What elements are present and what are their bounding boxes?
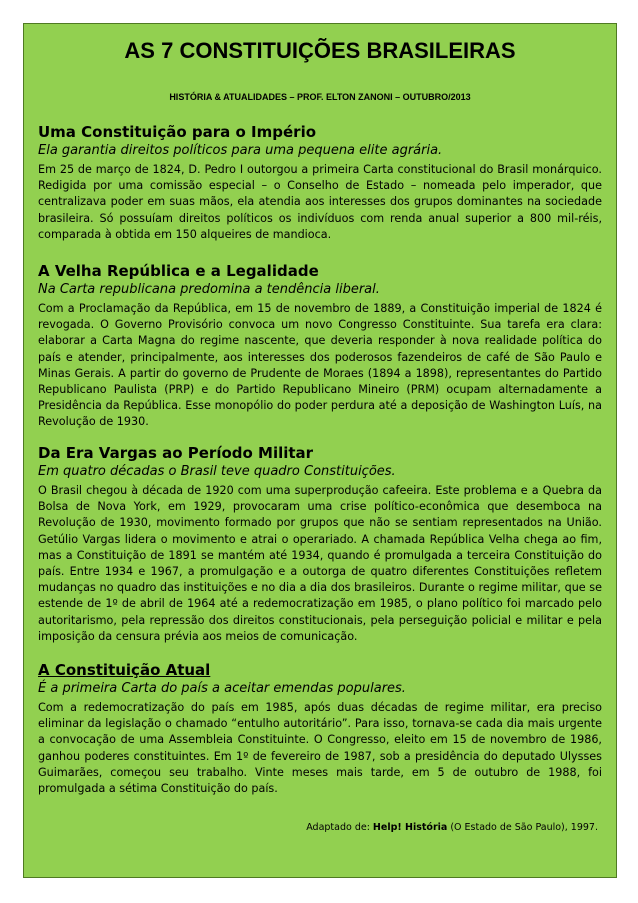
document-subtitle: HISTÓRIA & ATUALIDADES – PROF. ELTON ZANONI – OUTUBRO/2013	[169, 92, 471, 102]
source-credit	[306, 822, 598, 833]
credit-prefix: Adaptado de:	[306, 822, 373, 833]
section-lead: É a primeira Carta do país a aceitar emendas populares.	[38, 681, 406, 696]
section-body: O Brasil chegou à década de 1920 com uma superprodução cafeeira. Este problema e a Quebra da Bolsa de Nova York, em 1929, provocaram uma crise político-econômica que desemboca na Revolução de 1930, movimento formado por grupos que não se sentiam representados na União. Getúlio Vargas lidera o movimento e atrai o operariado. A chamada República Velha chega ao fim, mas a Constituição de 1891 se mantém até 1934, quando é promulgada a terceira Constituição do país. Entre 1934 e 1967, a promulgação e a outorga de quatro diferentes Constituições refletem mudanças no quadro das instituições e no dia a dia dos brasileiros. Durante o regime militar, que se estende de 1º de abril de 1964 até a redemocratização em 1985, o plano político foi marcado pelo autoritarismo, pela repressão dos direitos constitucionais, pela perseguição policial e militar e pela imposição da censura prévia aos meios de comunicação.	[38, 484, 602, 643]
document-title: AS 7 CONSTITUIÇÕES BRASILEIRAS	[124, 38, 516, 63]
section-heading: Uma Constituição para o Império	[38, 123, 317, 141]
section-body: Em 25 de março de 1824, D. Pedro I outorgou a primeira Carta constitucional do Brasil monárquico. Redigida por uma comissão especial – o Conselho de Estado – nomeada pelo imperador, que centralizava poder em suas mãos, ela atendia aos interesses dos grupos dominantes na sociedade brasileira. Só possuíam direitos políticos os indivíduos com renda anual superior a 800 mil-réis, comparada à obtida em 150 alqueires de mandioca.	[38, 163, 602, 241]
section-imperio	[38, 123, 602, 243]
section-body: Com a redemocratização do país em 1985, após duas décadas de regime militar, era preciso eliminar da legislação o chamado “entulho autoritário”. Para isso, tornava-se cada dia mais urgente a convocação de uma Assembleia Constituinte. O Congresso, eleito em 15 de novembro de 1986, ganhou poderes constituintes. Em 1º de fevereiro de 1987, sob a presidência do deputado Ulysses Guimarães, começou seu trabalho. Vinte meses mais tarde, em 5 de outubro de 1988, foi promulgada a sétima Constituição do país.	[38, 701, 602, 796]
section-lead: Na Carta republicana predomina a tendência liberal.	[38, 282, 380, 297]
section-heading: A Velha República e a Legalidade	[38, 262, 319, 280]
section-constituicao-atual	[38, 661, 602, 797]
credit-source: Help! História	[372, 822, 448, 833]
section-body: Com a Proclamação da República, em 15 de novembro de 1889, a Constituição imperial de 1824 é revogada. O Governo Provisório convoca um novo Congresso Constituinte. Sua tarefa era clara: elaborar a Carta Magna do regime nascente, que deveria responder à nova realidade política do país e atender, principalmente, aos interesses dos poderosos fazendeiros de café de São Paulo e Minas Gerais. A partir do governo de Prudente de Moraes (1894 a 1898), representantes do Partido Republicano Paulista (PRP) e do Partido Republicano Mineiro (PRM) ocupam alternadamente a Presidência da República. Esse monopólio do poder perdura até a deposição de Washington Luís, na Revolução de 1930.	[38, 302, 602, 429]
section-heading: Da Era Vargas ao Período Militar	[38, 444, 314, 462]
section-heading: A Constituição Atual	[38, 661, 211, 679]
credit-suffix: (O Estado de São Paulo), 1997.	[447, 822, 598, 833]
section-lead: Ela garantia direitos políticos para uma pequena elite agrária.	[38, 143, 443, 158]
section-lead: Em quatro décadas o Brasil teve quadro Constituições.	[38, 464, 396, 479]
section-era-vargas	[38, 444, 602, 645]
document-page	[23, 23, 617, 878]
section-velha-republica	[38, 262, 602, 431]
